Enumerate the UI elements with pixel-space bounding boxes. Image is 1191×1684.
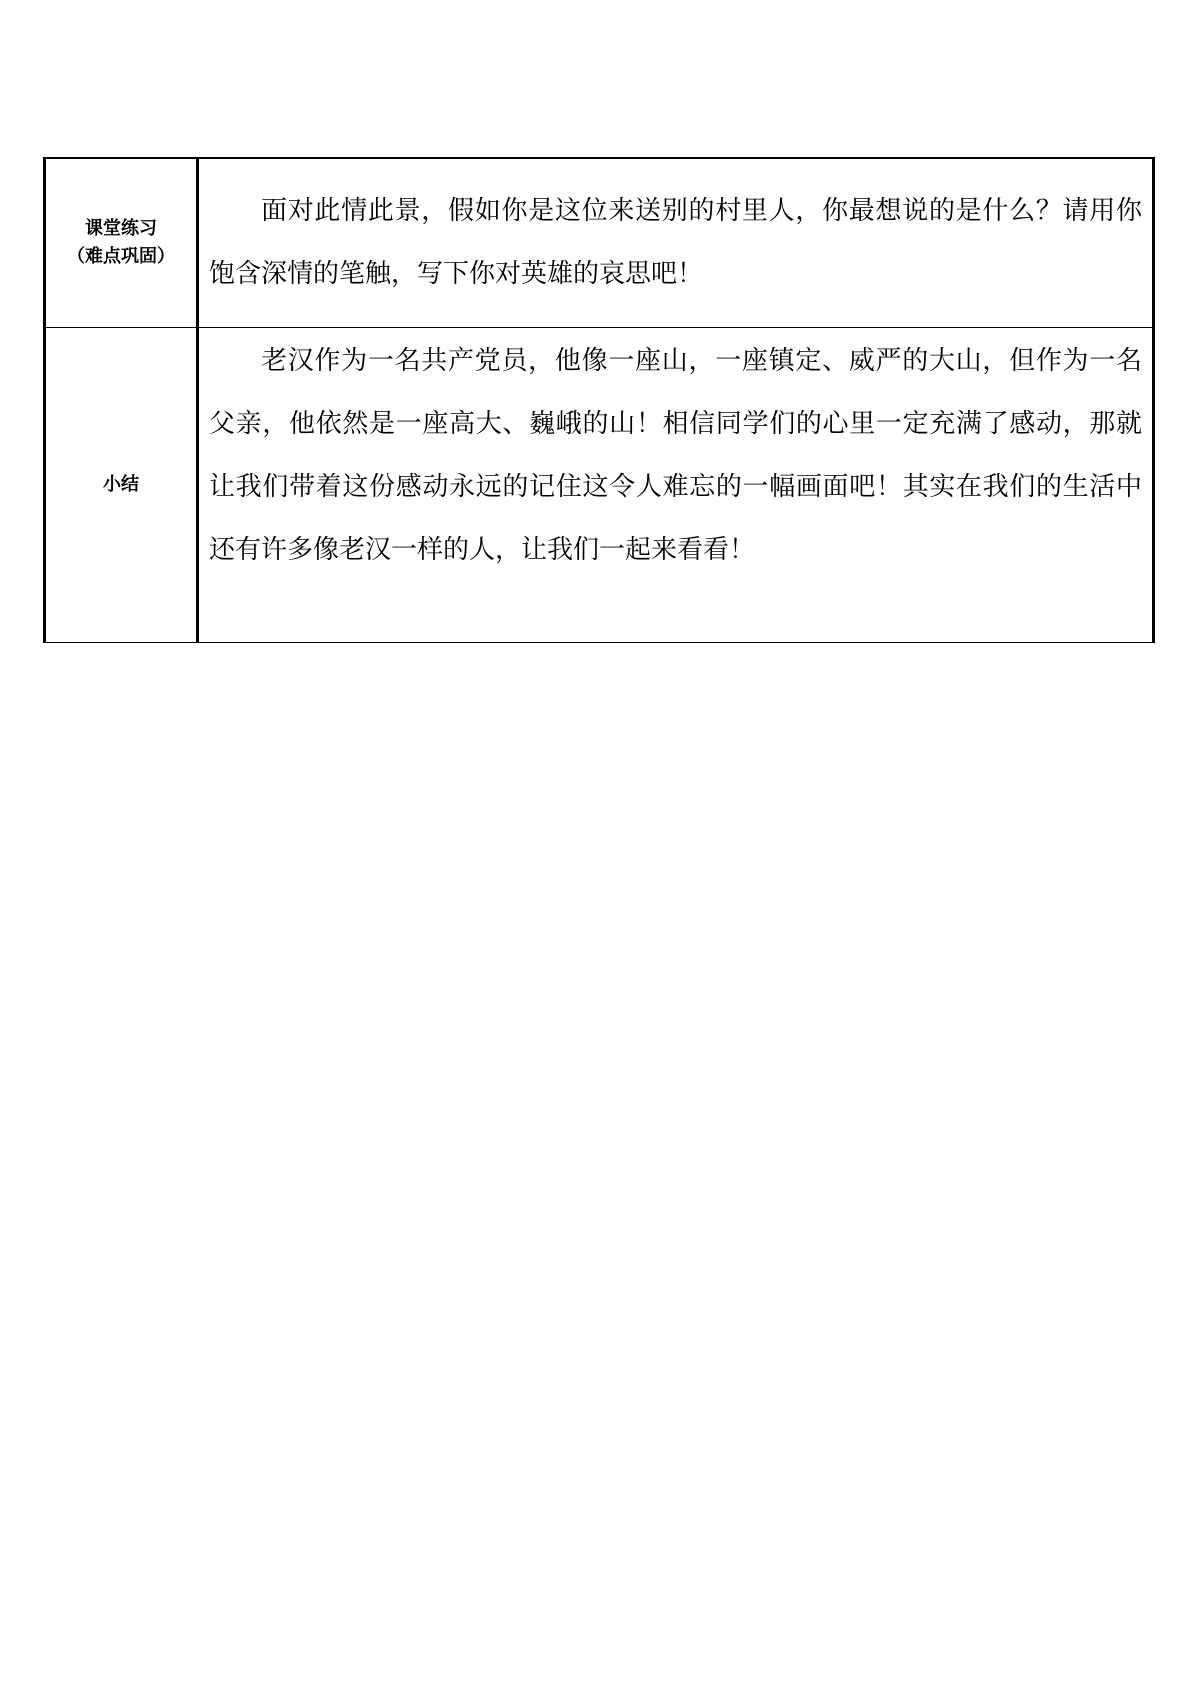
row-label-title: 小结	[103, 474, 139, 495]
row-content-summary	[198, 328, 1154, 643]
lesson-table	[43, 157, 1155, 643]
row-label-practice	[45, 158, 198, 328]
row-label-title: 课堂练习	[85, 218, 157, 239]
summary-text: 老汉作为一名共产党员，他像一座山，一座镇定、威严的大山，但作为一名父亲，他依然是一座高大、巍峨的山！相信同学们的心里一定充满了感动，那就让我们带着这份感动永远的记住这令人难忘的一幅画面吧！其实在我们的生活中还有许多像老汉一样的人，让我们一起来看看！	[209, 346, 1142, 565]
row-content-practice	[198, 158, 1154, 328]
row-label-subtitle: （难点巩固）	[67, 246, 175, 267]
table-row	[45, 328, 1154, 643]
table-row	[45, 158, 1154, 328]
practice-text: 面对此情此景，假如你是这位来送别的村里人，你最想说的是什么？请用你饱含深情的笔触，写下你对英雄的哀思吧！	[209, 196, 1142, 289]
row-label-summary	[45, 328, 198, 643]
